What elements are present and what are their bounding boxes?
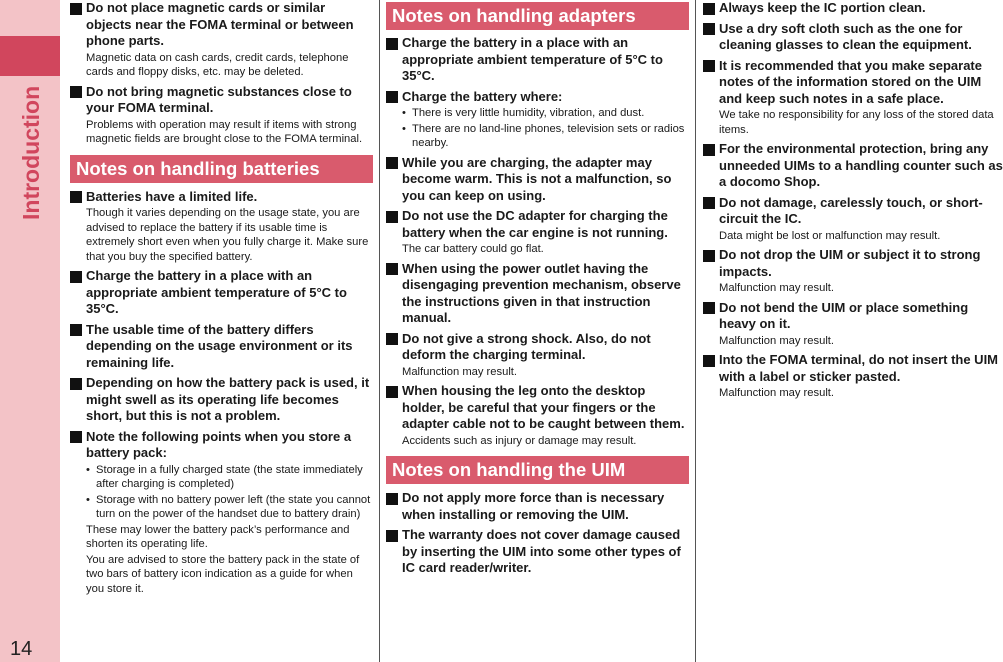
side-tab-band [0, 36, 60, 76]
note-item [703, 195, 1003, 244]
note-heading: Batteries have a limited life. [86, 188, 258, 204]
column-2 [386, 0, 689, 577]
bullet-item: • There is very little humidity, vibration, and dust. [402, 107, 645, 119]
column-divider [695, 0, 696, 662]
section-header-uim: Notes on handling the UIM [386, 456, 689, 484]
note-body: Though it varies depending on the usage state, you are advised to replace the battery if its usable time is extremely short even when you fully charge it. Make sure that you buy the specified battery. [86, 207, 369, 263]
square-bullet-icon [386, 263, 398, 275]
note-heading: Do not bend the UIM or place something heavy on it. [719, 299, 969, 331]
square-bullet-icon [386, 38, 398, 50]
section-label: Introduction [18, 85, 44, 220]
note-heading: The usable time of the battery differs depending on the usage environment or its remaining life. [86, 321, 353, 370]
square-bullet-icon [703, 60, 715, 72]
note-item [703, 300, 1003, 349]
square-bullet-icon [703, 302, 715, 314]
square-bullet-icon [386, 91, 398, 103]
bullet-dot-icon: • [402, 122, 406, 135]
note-item [70, 189, 373, 265]
square-bullet-icon [386, 493, 398, 505]
note-item [703, 141, 1003, 191]
note-item [70, 84, 373, 147]
note-heading: Do not bring magnetic substances close to your FOMA terminal. [86, 83, 352, 115]
note-item [703, 247, 1003, 296]
note-body: Data might be lost or malfunction may result. [719, 229, 941, 242]
note-item [70, 268, 373, 318]
note-item [386, 383, 689, 448]
note-heading: Charge the battery in a place with an appropriate ambient temperature of 5°C to 35°C. [86, 268, 347, 316]
square-bullet-icon [703, 23, 715, 35]
note-item [386, 35, 689, 85]
note-heading: Charge the battery in a place with an appropriate ambient temperature of 5°C to 35°C. [402, 35, 663, 83]
side-tab [0, 0, 60, 662]
note-body: These may lower the battery pack’s performance and shorten its operating life. [86, 523, 350, 550]
note-item [386, 331, 689, 380]
note-item [703, 352, 1003, 401]
note-body: Accidents such as injury or damage may result. [402, 434, 637, 447]
square-bullet-icon [70, 86, 82, 98]
square-bullet-icon [703, 355, 715, 367]
square-bullet-icon [70, 378, 82, 390]
note-body: Problems with operation may result if items with strong magnetic fields are brought close to the FOMA terminal. [86, 118, 363, 145]
note-heading: For the environmental protection, bring any unneeded UIMs to a handling counter such as a docomo Shop. [719, 141, 1003, 189]
note-heading: Do not damage, carelessly touch, or short-circuit the IC. [719, 194, 983, 226]
square-bullet-icon [703, 197, 715, 209]
note-item [70, 375, 373, 425]
note-item [70, 322, 373, 372]
note-item [703, 0, 1003, 17]
column-3 [703, 0, 1003, 401]
column-1 [70, 0, 373, 596]
square-bullet-icon [70, 324, 82, 336]
note-item [386, 208, 689, 257]
bullet-item: • Storage in a fully charged state (the state immediately after charging is completed) [86, 463, 363, 490]
square-bullet-icon [70, 191, 82, 203]
note-heading: While you are charging, the adapter may become warm. This is not a malfunction, so you can keep on using. [402, 154, 672, 203]
note-item [70, 0, 373, 80]
section-header-batteries: Notes on handling batteries [70, 155, 373, 183]
note-body: Magnetic data on cash cards, credit cards, telephone cards and floppy disks, etc. may be deleted. [86, 51, 349, 78]
note-item [386, 490, 689, 523]
note-heading: Do not drop the UIM or subject it to strong impacts. [719, 247, 981, 279]
note-item [386, 527, 689, 577]
square-bullet-icon [386, 211, 398, 223]
note-item [386, 89, 689, 151]
bullet-item: • There are no land-line phones, television sets or radios nearby. [402, 122, 685, 149]
column-divider [379, 0, 380, 662]
note-body: The car battery could go flat. [402, 243, 544, 255]
square-bullet-icon [70, 431, 82, 443]
page-number: 14 [10, 638, 33, 660]
note-heading: Do not place magnetic cards or similar objects near the FOMA terminal or between phone parts. [86, 0, 354, 48]
note-item [703, 58, 1003, 138]
note-body: Malfunction may result. [719, 334, 835, 347]
note-heading: Do not give a strong shock. Also, do not deform the charging terminal. [402, 330, 651, 362]
square-bullet-icon [386, 333, 398, 345]
note-heading: Charge the battery where: [402, 88, 563, 104]
note-item [703, 21, 1003, 54]
note-heading: Do not use the DC adapter for charging the battery when the car engine is not running. [402, 208, 668, 240]
section-header-adapters: Notes on handling adapters [386, 2, 689, 30]
square-bullet-icon [70, 3, 82, 15]
note-item [386, 155, 689, 205]
note-heading: The warranty does not cover damage caused by inserting the UIM into some other types of IC card reader/writer. [402, 527, 681, 575]
note-heading: Do not apply more force than is necessary when installing or removing the UIM. [402, 490, 665, 522]
note-heading: Use a dry soft cloth such as the one for cleaning glasses to clean the equipment. [719, 20, 972, 52]
note-body: We take no responsibility for any loss of the stored data items. [719, 109, 994, 136]
note-heading: When using the power outlet having the disengaging prevention mechanism, observe the instructions given in that instruction manual. [402, 260, 681, 325]
note-item [386, 261, 689, 327]
square-bullet-icon [703, 3, 715, 15]
square-bullet-icon [386, 386, 398, 398]
note-body: Malfunction may result. [719, 282, 835, 294]
note-heading: Depending on how the battery pack is used, it might swell as its operating life becomes short, but this is not a problem. [86, 375, 370, 423]
note-body: Malfunction may result. [402, 365, 518, 378]
note-heading: When housing the leg onto the desktop holder, be careful that your fingers or the adapter cable not to be caught between them. [402, 383, 685, 431]
bullet-dot-icon: • [86, 493, 90, 506]
note-heading: Note the following points when you store a battery pack: [86, 428, 352, 460]
note-item [70, 429, 373, 597]
bullet-dot-icon: • [86, 463, 90, 476]
note-heading: Always keep the IC portion clean. [719, 0, 926, 15]
square-bullet-icon [386, 530, 398, 542]
square-bullet-icon [703, 250, 715, 262]
square-bullet-icon [703, 144, 715, 156]
square-bullet-icon [70, 271, 82, 283]
note-body: You are advised to store the battery pack in the state of two bars of battery icon indication as a guide for when you store it. [86, 553, 360, 595]
note-heading: It is recommended that you make separate notes of the information stored on the UIM and keep such notes in a safe place. [719, 57, 982, 106]
square-bullet-icon [386, 157, 398, 169]
bullet-dot-icon: • [402, 107, 406, 119]
bullet-item: • Storage with no battery power left (the state you cannot turn on the power of the handset due to battery drain) [86, 493, 371, 520]
note-body: Malfunction may result. [719, 387, 835, 399]
note-heading: Into the FOMA terminal, do not insert the UIM with a label or sticker pasted. [719, 352, 999, 384]
